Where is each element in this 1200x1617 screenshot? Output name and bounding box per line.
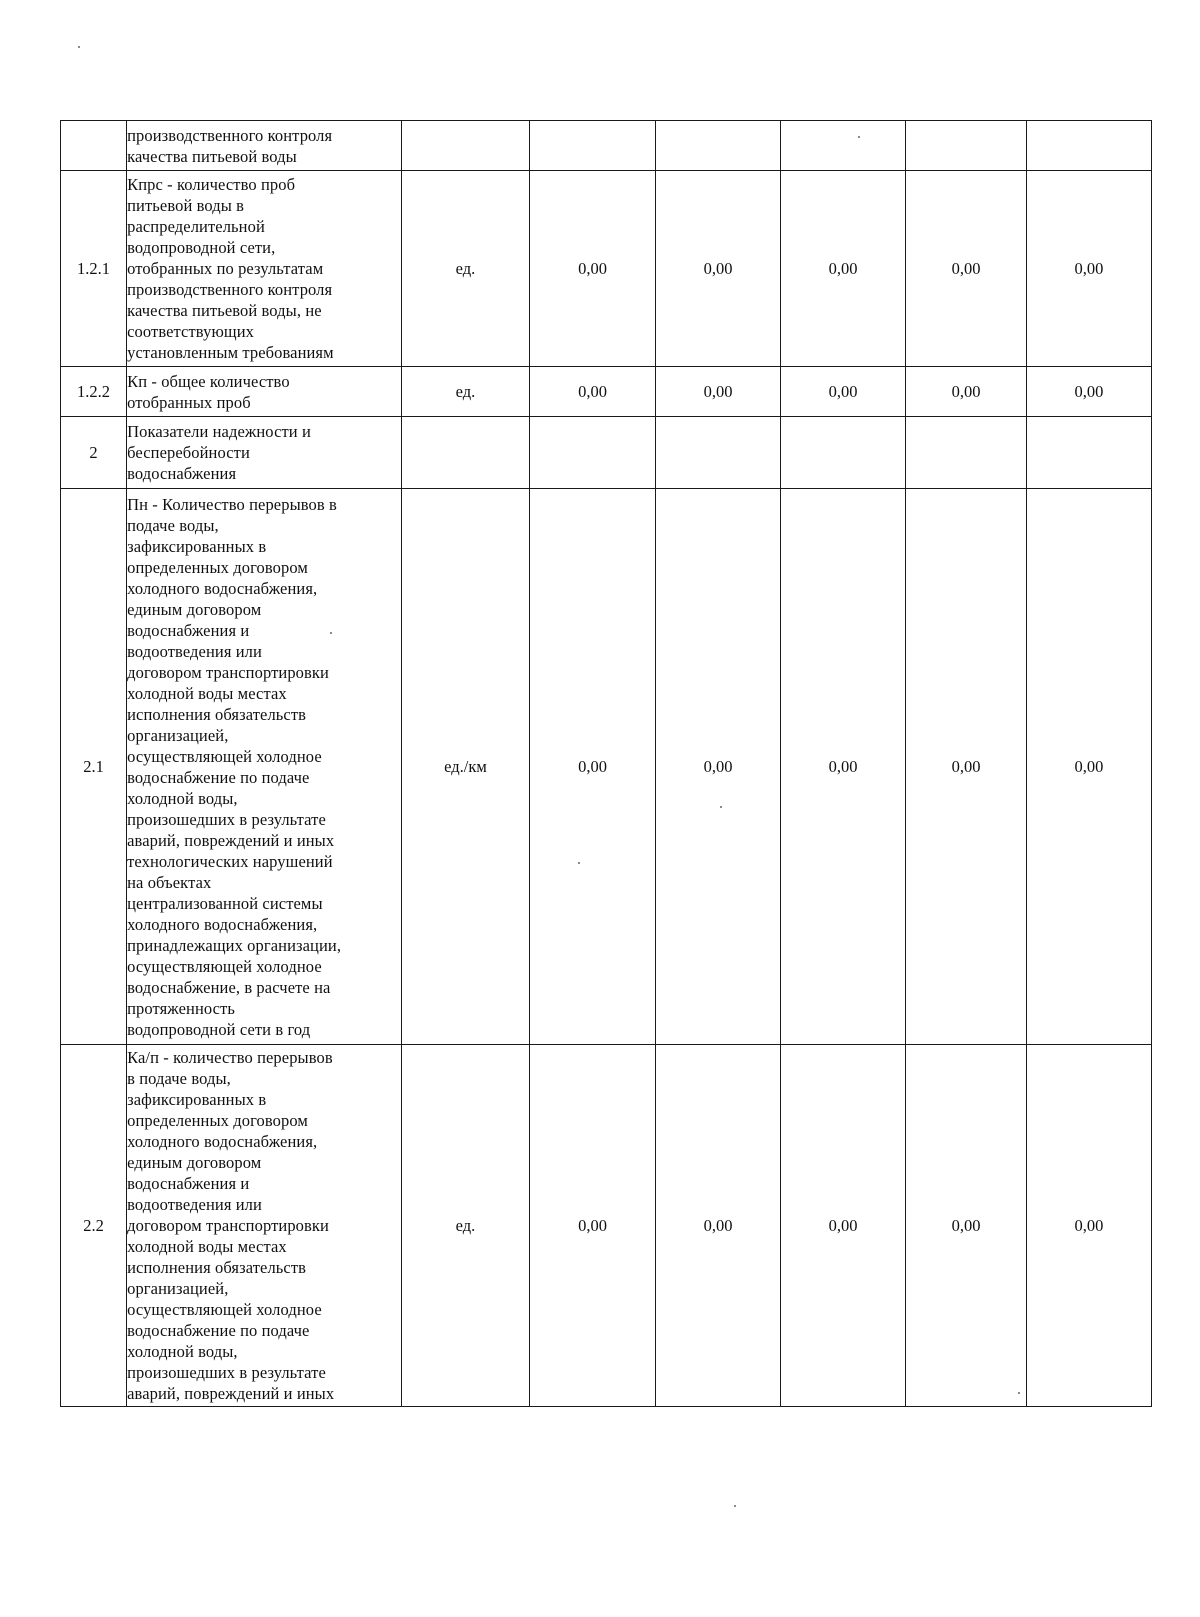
row-number <box>61 121 127 171</box>
value-cell: 0,00 <box>906 367 1027 417</box>
value-cell <box>1026 417 1151 489</box>
unit-cell: ед. <box>401 367 529 417</box>
indicators-table <box>60 120 1152 1407</box>
value-cell: 0,00 <box>530 171 656 367</box>
table-row <box>61 417 1152 489</box>
scan-speck <box>734 1505 736 1507</box>
value-cell: 0,00 <box>906 1045 1027 1407</box>
value-cell <box>656 121 781 171</box>
value-cell: 0,00 <box>781 367 906 417</box>
value-cell <box>656 417 781 489</box>
row-number: 2 <box>61 417 127 489</box>
indicator-description: производственного контроля качества питьевой воды <box>127 121 402 171</box>
value-cell: 0,00 <box>530 1045 656 1407</box>
table-row <box>61 171 1152 367</box>
value-cell: 0,00 <box>781 1045 906 1407</box>
value-cell: 0,00 <box>906 489 1027 1045</box>
value-cell: 0,00 <box>530 489 656 1045</box>
value-cell: 0,00 <box>656 1045 781 1407</box>
value-cell: 0,00 <box>656 367 781 417</box>
row-number: 2.1 <box>61 489 127 1045</box>
table-row <box>61 489 1152 1045</box>
unit-cell: ед. <box>401 1045 529 1407</box>
value-cell: 0,00 <box>656 489 781 1045</box>
value-cell <box>906 121 1027 171</box>
scan-speck <box>78 46 80 48</box>
unit-cell <box>401 121 529 171</box>
value-cell <box>530 417 656 489</box>
value-cell <box>1026 121 1151 171</box>
value-cell: 0,00 <box>781 171 906 367</box>
value-cell: 0,00 <box>1026 1045 1151 1407</box>
value-cell <box>781 417 906 489</box>
row-number: 1.2.1 <box>61 171 127 367</box>
table-row <box>61 121 1152 171</box>
indicator-description: Кп - общее количество отобранных проб <box>127 367 402 417</box>
indicator-description: Показатели надежности и бесперебойности водоснабжения <box>127 417 402 489</box>
indicator-description: Кпрс - количество проб питьевой воды в распределительной водопроводной сети, отобранных по результатам производственного контроля качества питьевой воды, не соответствующих установленным требованиям <box>127 171 402 367</box>
value-cell: 0,00 <box>530 367 656 417</box>
value-cell: 0,00 <box>1026 489 1151 1045</box>
unit-cell <box>401 417 529 489</box>
value-cell: 0,00 <box>781 489 906 1045</box>
unit-cell: ед. <box>401 171 529 367</box>
value-cell <box>781 121 906 171</box>
row-number: 2.2 <box>61 1045 127 1407</box>
unit-cell: ед./км <box>401 489 529 1045</box>
indicator-description: Пн - Количество перерывов в подаче воды, зафиксированных в определенных договором холодного водоснабжения, единым договором водоснабжения и водоотведения или договором транспортировки холодной воды местах исполнения обязательств организацией, осуществляющей холодное водоснабжение по подаче холодной воды, произошедших в результате аварий, повреждений и иных технологических нарушений на объектах централизованной системы холодного водоснабжения, принадлежащих организации, осуществляющей холодное водоснабжение, в расчете на протяженность водопроводной сети в год <box>127 489 402 1045</box>
indicator-description: Ка/п - количество перерывов в подаче воды, зафиксированных в определенных договором холодного водоснабжения, единым договором водоснабжения и водоотведения или договором транспортировки холодной воды местах исполнения обязательств организацией, осуществляющей холодное водоснабжение по подаче холодной воды, произошедших в результате аварий, повреждений и иных <box>127 1045 402 1407</box>
table-row <box>61 367 1152 417</box>
value-cell: 0,00 <box>906 171 1027 367</box>
value-cell: 0,00 <box>1026 367 1151 417</box>
table-row <box>61 1045 1152 1407</box>
value-cell <box>906 417 1027 489</box>
value-cell: 0,00 <box>656 171 781 367</box>
value-cell: 0,00 <box>1026 171 1151 367</box>
row-number: 1.2.2 <box>61 367 127 417</box>
value-cell <box>530 121 656 171</box>
